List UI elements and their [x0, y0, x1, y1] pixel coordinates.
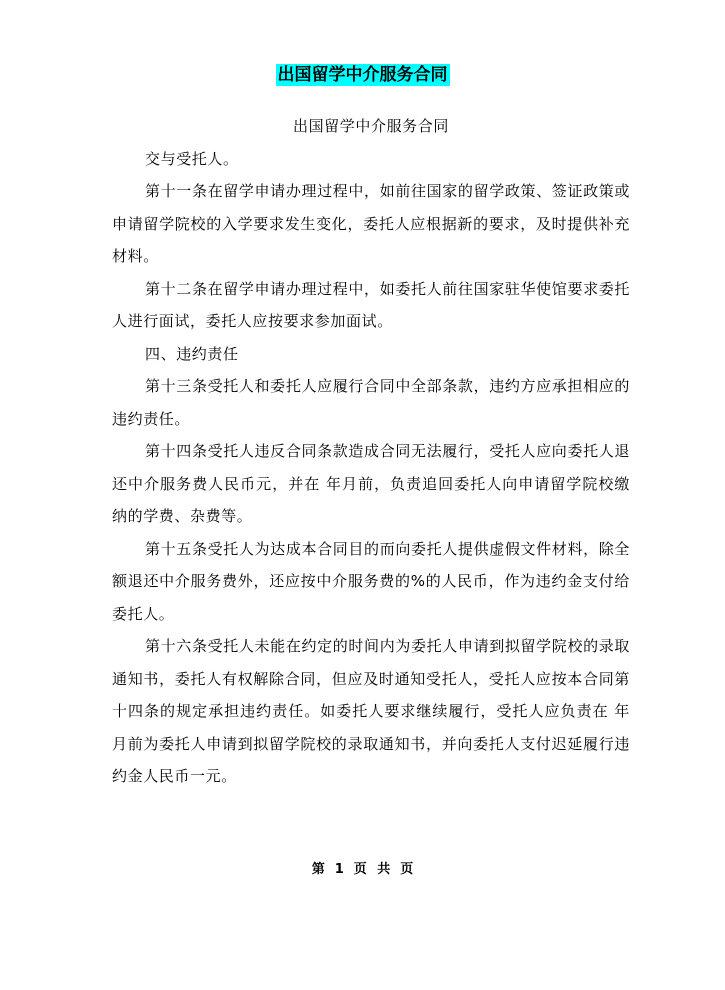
- paragraph-article-11: 第十一条在留学申请办理过程中，如前往国家的留学政策、签证政策或申请留学院校的入学要求发生变化，委托人应根据新的要求，及时提供补充材料。: [112, 182, 630, 265]
- paragraph-article-16: 第十六条受托人未能在约定的时间内为委托人申请到拟留学院校的录取通知书，委托人有权解除合同，但应及时通知受托人，受托人应按本合同第十四条的规定承担违约责任。如委托人要求继续履行，受托人应负责在 年月前为委托人申请到拟留学院校的录取通知书，并向委托人支付迟延履行违约金人民币一元。: [112, 637, 630, 785]
- section-heading-breach-liability: 四、违约责任: [145, 344, 239, 363]
- document-title: [0, 64, 725, 86]
- footer-prefix: 第: [311, 862, 325, 877]
- document-body: [112, 110, 630, 793]
- footer-middle: 页 共: [353, 862, 391, 877]
- document-subtitle: 出国留学中介服务合同: [292, 117, 449, 135]
- footer-suffix: 页: [400, 862, 414, 877]
- page-footer: [0, 860, 725, 880]
- paragraph-article-15: 第十五条受托人为达成本合同目的而向委托人提供虚假文件材料，除全额退还中介服务费外，还应按中介服务费的%的人民币，作为违约金支付给委托人。: [112, 539, 630, 623]
- paragraph-0: 交与受托人。: [145, 149, 239, 168]
- paragraph-article-14: 第十四条受托人违反合同条款造成合同无法履行，受托人应向委托人退还中介服务费人民币元，并在 年月前，负责追回委托人向申请留学院校缴纳的学费、杂费等。: [112, 442, 630, 525]
- footer-page-number: 1: [334, 862, 344, 877]
- document-title-text: 出国留学中介服务合同: [277, 65, 448, 85]
- paragraph-article-13: 第十三条受托人和委托人应履行合同中全部条款，违约方应承担相应的违约责任。: [112, 377, 630, 428]
- paragraph-article-12: 第十二条在留学申请办理过程中，如委托人前往国家驻华使馆要求委托人进行面试，委托人应按要求参加面试。: [112, 279, 630, 330]
